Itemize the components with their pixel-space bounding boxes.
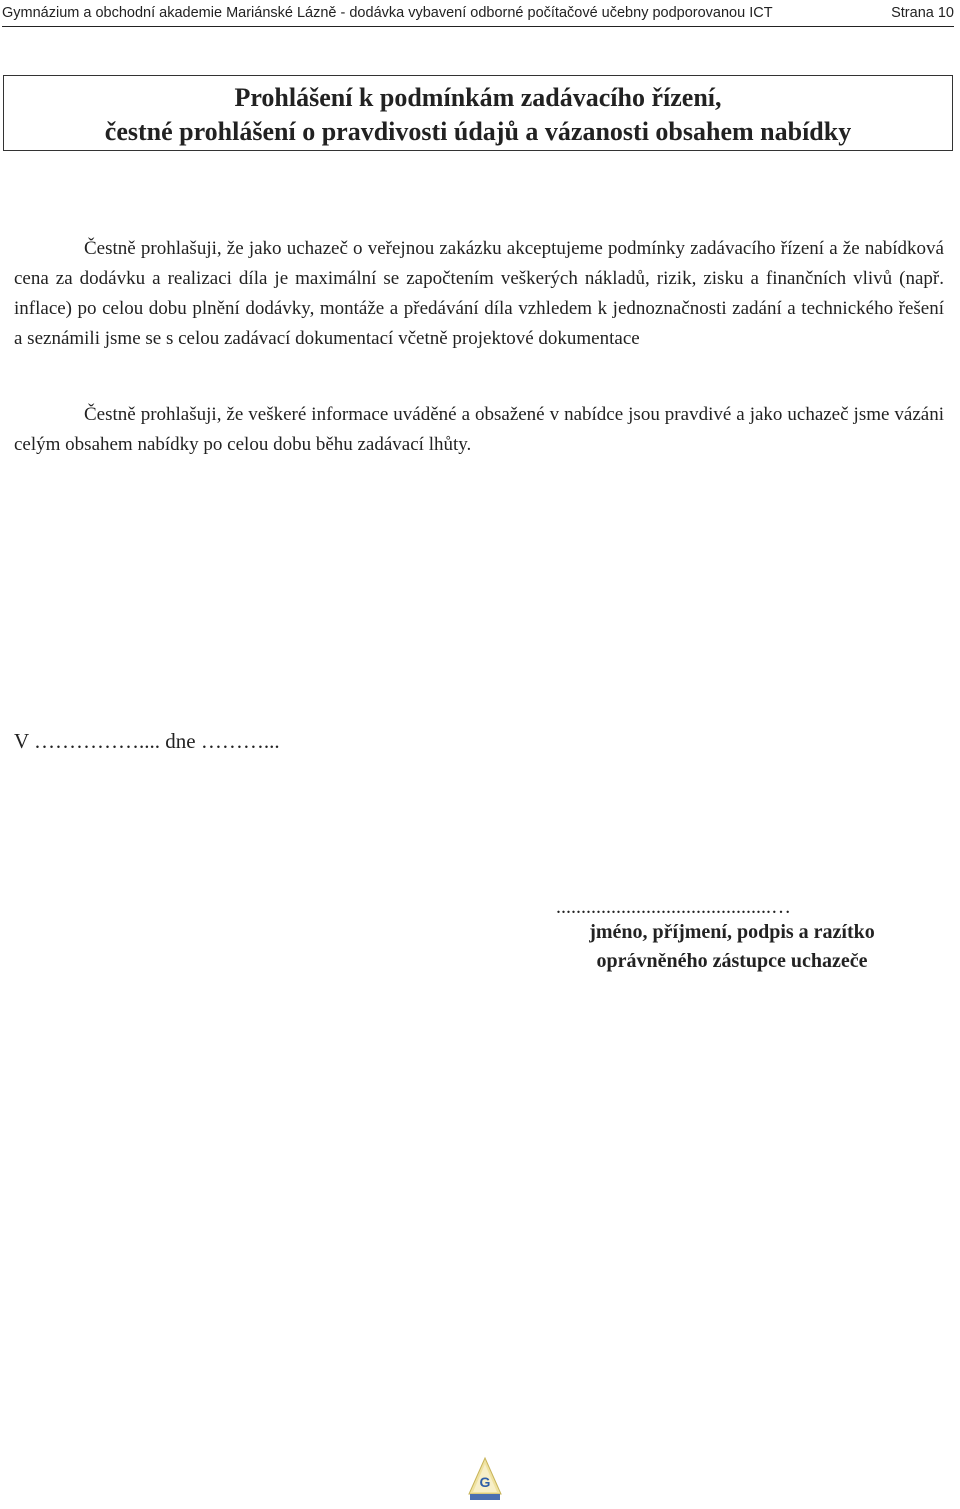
declaration-paragraph-2: Čestně prohlašuji, že veškeré informace uváděné a obsažené v nabídce jsou pravdivé a jako uchazeč jsme vázáni celým obsahem nabídky po celou dobu běhu zadávací lhůty. <box>14 404 944 455</box>
signature-label-1: jméno, příjmení, podpis a razítko <box>589 921 875 943</box>
school-logo <box>466 1456 504 1502</box>
title-line-2: čestné prohlášení o pravdivosti údajů a vázanosti obsahem nabídky <box>104 117 852 146</box>
signature-label-2: oprávněného zástupce uchazeče <box>596 950 868 972</box>
signature-dotted-line: ...........................................… <box>556 896 791 918</box>
place-date-line: V …………….... dne ………... <box>14 729 280 753</box>
header-text: Gymnázium a obchodní akademie Mariánské Lázně - dodávka vybavení odborné počítačové učebny podporovanou ICT <box>2 5 773 21</box>
declaration-paragraph-1: Čestně prohlašuji, že jako uchazeč o veřejnou zakázku akceptujeme podmínky zadávacího řízení a že nabídková cena za dodávku a realizaci díla je maximální se započtením veškerých nákladů, rizik, zisku a finančních vlivů (např. inflace) po celou dobu plnění dodávky, montáže a předávání díla vzhledem k jednoznačnosti zadání a technického řešení a seznámili jsme se s celou zadávací dokumentací včetně projektové dokumentace <box>14 238 944 349</box>
title-box <box>3 75 953 151</box>
signature-block <box>552 896 912 976</box>
page-number: Strana 10 <box>891 5 954 21</box>
page-header <box>2 0 954 27</box>
logo-letter: G <box>479 1474 491 1490</box>
title-line-1: Prohlášení k podmínkám zadávacího řízení, <box>234 83 722 112</box>
